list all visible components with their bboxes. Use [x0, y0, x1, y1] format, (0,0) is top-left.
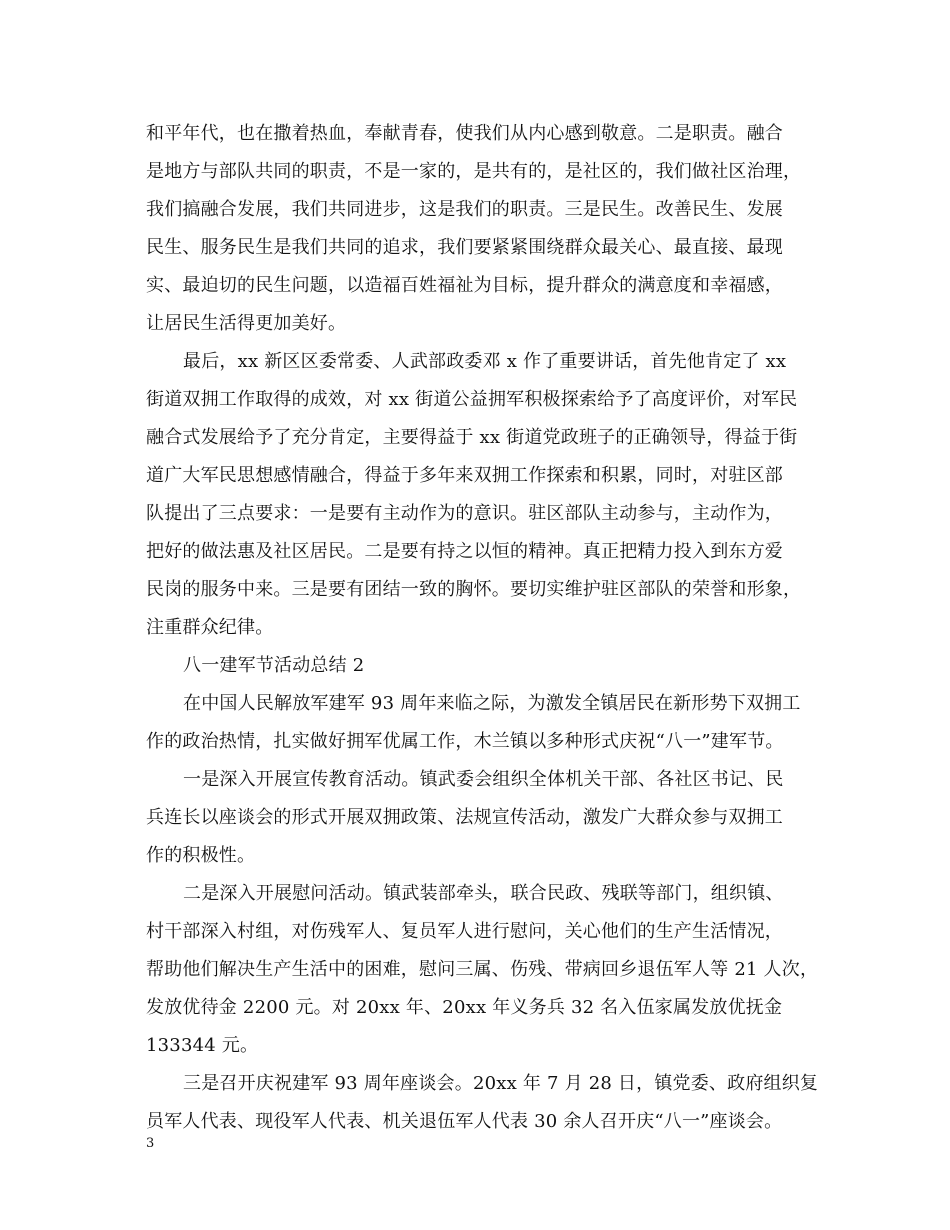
text-line: 实、最迫切的民生问题，以造福百姓福祉为目标，提升群众的满意度和幸福感， — [146, 275, 783, 296]
text-line: 在中国人民解放军建军 93 周年来临之际，为激发全镇居民在新形势下双拥工 — [183, 693, 801, 714]
text-line: 帮助他们解决生产生活中的困难，慰问三属、伤残、带病回乡退伍军人等 21 人次， — [146, 959, 819, 980]
text-line: 道广大军民思想感情融合，得益于多年来双拥工作探索和积累，同时，对驻区部 — [146, 465, 783, 486]
section-heading: 八一建军节活动总结 2 — [183, 655, 365, 676]
text-line: 民岗的服务中来。三是要有团结一致的胸怀。要切实维护驻区部队的荣誉和形象， — [146, 579, 802, 600]
text-line: 和平年代，也在撒着热血，奉献青春，使我们从内心感到敬意。二是职责。融合 — [146, 123, 783, 144]
page-number: 3 — [146, 1136, 155, 1151]
text-line: 二是深入开展慰问活动。镇武装部牵头，联合民政、残联等部门，组织镇、 — [183, 883, 784, 904]
text-line: 民生、服务民生是我们共同的追求，我们要紧紧围绕群众最关心、最直接、最现 — [146, 237, 783, 258]
text-line: 队提出了三点要求：一是要有主动作为的意识。驻区部队主动参与，主动作为， — [146, 503, 783, 524]
text-line: 员军人代表、现役军人代表、机关退伍军人代表 30 余人召开庆“八一”座谈会。 — [146, 1111, 783, 1132]
text-line: 一是深入开展宣传教育活动。镇武委会组织全体机关干部、各社区书记、民 — [183, 769, 784, 790]
text-line: 最后，xx 新区区委常委、人武部政委邓 x 作了重要讲话，首先他肯定了 xx — [183, 351, 787, 372]
text-line: 把好的做法惠及社区居民。二是要有持之以恒的精神。真正把精力投入到东方爱 — [146, 541, 783, 562]
text-line: 作的积极性。 — [146, 845, 256, 866]
text-line: 三是召开庆祝建军 93 周年座谈会。20xx 年 7 月 28 日，镇党委、政府组织复 — [183, 1073, 819, 1094]
text-line: 我们搞融合发展，我们共同进步，这是我们的职责。三是民生。改善民生、发展 — [146, 199, 783, 220]
text-line: 兵连长以座谈会的形式开展双拥政策、法规宣传活动，激发广大群众参与双拥工 — [146, 807, 783, 828]
text-line: 融合式发展给予了充分肯定，主要得益于 xx 街道党政班子的正确领导，得益于街 — [146, 427, 798, 448]
text-line: 村干部深入村组，对伤残军人、复员军人进行慰问，关心他们的生产生活情况， — [146, 921, 783, 942]
text-line: 发放优待金 2200 元。对 20xx 年、20xx 年义务兵 32 名入伍家属发放优抚金 — [146, 997, 783, 1018]
text-line: 街道双拥工作取得的成效，对 xx 街道公益拥军积极探索给予了高度评价，对军民 — [146, 389, 798, 410]
text-line: 是地方与部队共同的职责，不是一家的，是共有的，是社区的，我们做社区治理， — [146, 161, 802, 182]
text-line: 让居民生活得更加美好。 — [146, 313, 347, 334]
text-line: 作的政治热情，扎实做好拥军优属工作，木兰镇以多种形式庆祝“八一”建军节。 — [146, 731, 784, 752]
text-line: 注重群众纪律。 — [146, 617, 274, 638]
text-line: 133344 元。 — [146, 1035, 259, 1056]
